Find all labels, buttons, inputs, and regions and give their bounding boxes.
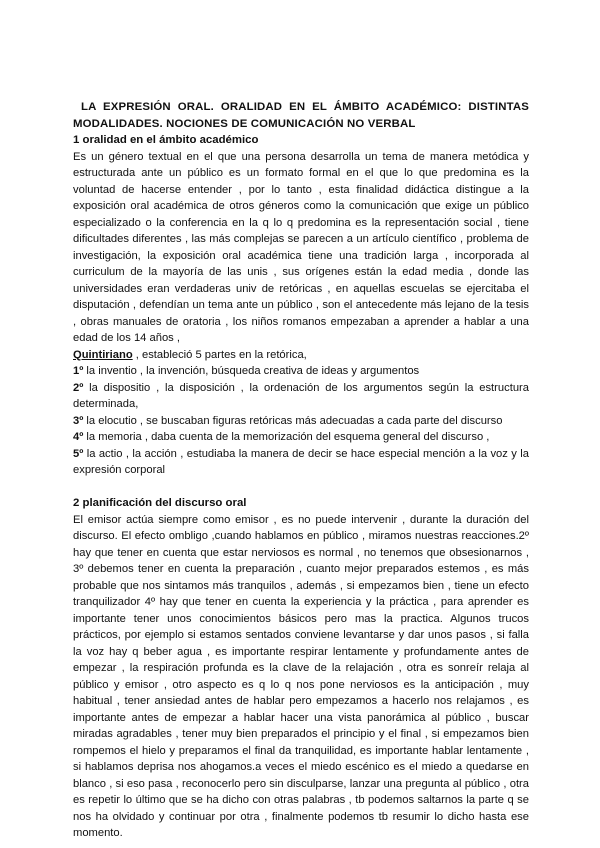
part-number: 1º — [73, 365, 84, 377]
rhetoric-part-4 — [73, 429, 529, 446]
part-number: 5º — [73, 447, 84, 460]
author-line-text: , estableció 5 partes en la retórica, — [132, 348, 307, 361]
part-number: 3º — [73, 414, 84, 427]
part-text: la elocutio , se buscaban figuras retóricas más adecuadas a cada parte del discurso — [83, 414, 503, 427]
part-text: la actio , la acción , estudiaba la manera de decir se hace especial mención a la voz y la expresión corporal — [73, 447, 529, 476]
rhetoric-part-5 — [73, 446, 529, 479]
part-number: 2º — [73, 381, 84, 394]
section-1-heading: 1 oralidad en el ámbito académico — [73, 134, 259, 146]
rhetoric-part-3 — [73, 413, 529, 430]
section-spacer — [73, 479, 529, 496]
rhetoric-part-2 — [73, 380, 529, 413]
section-2-paragraph: El emisor actúa siempre como emisor , es no puede intervenir , durante la duración del discurso. El efecto ombligo ,cuando hablamos en público , miramos nuestras reacciones.2º hay que tener en cuenta que estar nerviosos es normal , no tenemos que obsesionarnos , 3º debemos tener en cuenta la preparación , cuanto mejor preparados estemos , es más probable que nos sintamos más tranquilos , además , si empezamos bien , tiene un efecto tranquilizador 4º hay que tener en cuenta la experiencia y la práctica , para aprender es importante tener unos conocimientos básicos pero mas la practica. Algunos trucos prácticos, por ejemplo si estamos sentados conviene levantarse y dar unos pasos , si falla la voz hay q beber agua , es importante respirar lentamente y profundamente antes de empezar , la respiración profunda es la clave de la relajación , otra es sonreír relaja al público y emisor , otro aspecto es q lo q nos pone nerviosos es la anticipación , muy habitual , tener ansiedad antes de hablar pero empezamos a hacerlo nos relajamos , es importante antes de empezar a hablar hacer una vista panorámica al público , buscar miradas agradables , tener muy bien preparados el principio y el final , si empezamos bien rompemos el hielo y preparamos el final da tranquilidad, es importante hablar lentamente , si hablamos deprisa nos ahogamos.a veces el miedo escénico es el miedo a quedarse en blanco , si eso pasa , reconocerlo pero sin disculparse, lanzar una pregunta al público , otra es repetir lo último que se ha dicho con otras palabras , tb podemos saltarnos la parte q se nos ha olvidado y continuar por otra , finalmente podemos tb resumir lo dicho hasta ese momento. — [73, 513, 529, 839]
rhetoric-part-1 — [73, 363, 529, 380]
part-text: la dispositio , la disposición , la ordenación de los argumentos según la estructura determinada, — [73, 381, 529, 410]
document-body — [73, 99, 529, 842]
section-1-paragraph: Es un género textual en el que una persona desarrolla un tema de manera metódica y estructurada ante un público es un formato formal en el que lo que predomina es la voluntad de hacerse entender , por lo tanto , esta finalidad didáctica distingue a la exposición oral académica de otros géneros como la comunicación que exige un público especializado o la conferencia en la q lo q predomina es la representación social , tiene dificultades diferentes , las más complejas se parecen a un artículo científico , problema de investigación, la exposición oral académica tiene una tradición larga , incorporada al curriculum de la mayoría de las unis , sus orígenes están la edad media , donde las universidades eran verdaderas univ de retóricas , en aquellas escuelas se ejercitaba el disputación , defendían un tema ante un público , son el antecedente más lejano de la tesis , obras manuales de oratoria , los niños romanos empezaban a aprender a hablar a una edad de los 14 años , — [73, 150, 529, 344]
document-title: LA EXPRESIÓN ORAL. ORALIDAD EN EL ÁMBITO ACADÉMICO: DISTINTAS MODALIDADES. NOCIONES DE COMUNICACIÓN NO VERBAL — [73, 101, 529, 130]
section-2-heading: 2 planificación del discurso oral — [73, 497, 247, 509]
part-number: 4º — [73, 431, 84, 443]
part-text: la inventio , la invención, búsqueda creativa de ideas y argumentos — [83, 365, 420, 377]
part-text: la memoria , daba cuenta de la memorización del esquema general del discurso , — [83, 431, 490, 443]
author-name: Quintiriano — [73, 348, 133, 361]
author-line — [73, 347, 529, 364]
